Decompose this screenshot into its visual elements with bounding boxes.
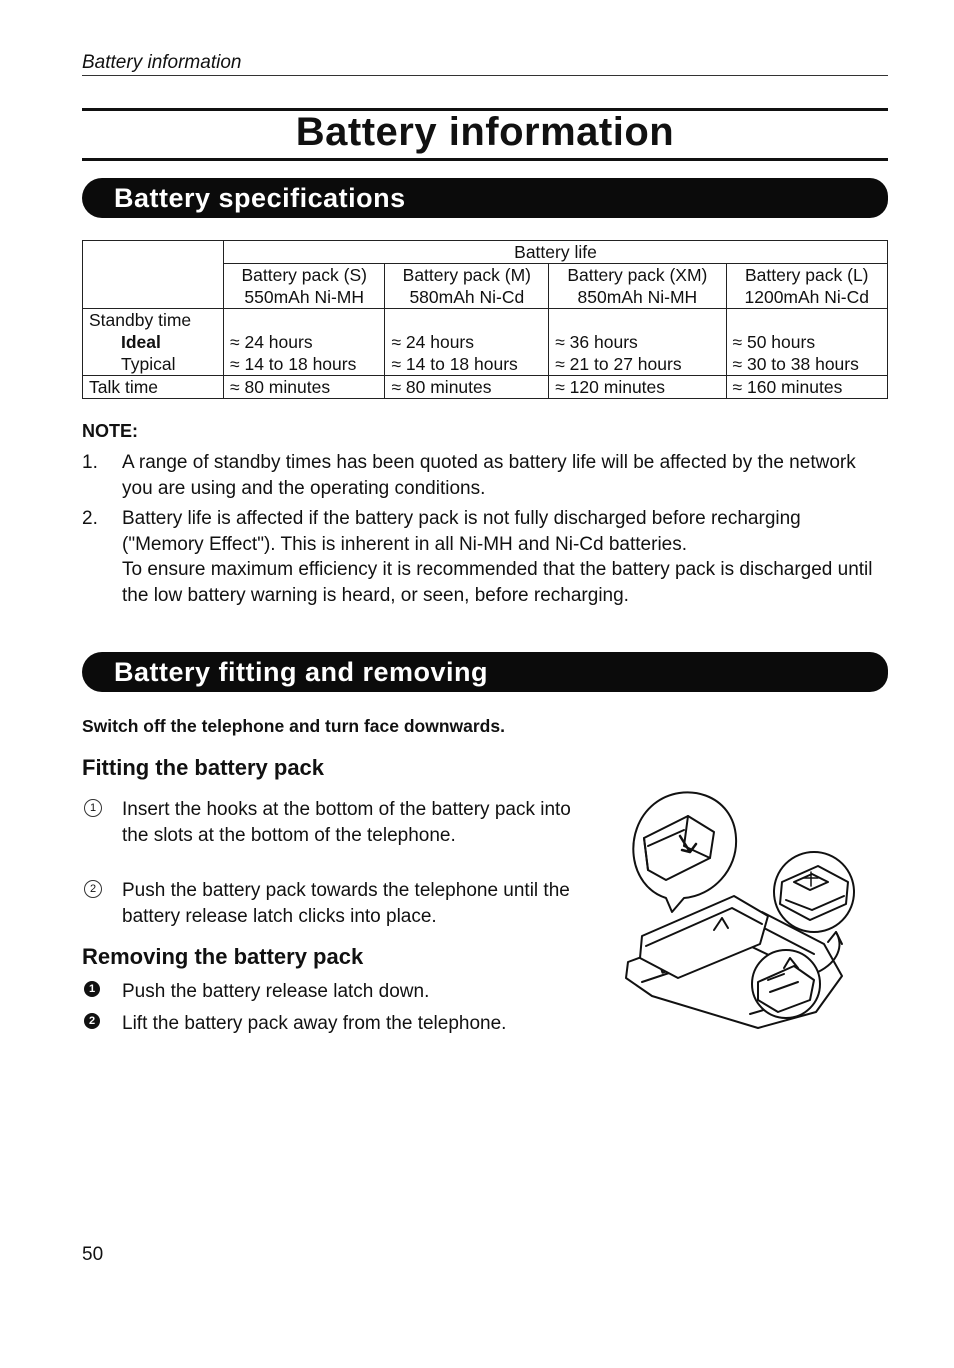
running-head-rule (82, 75, 888, 76)
list-item: 2 Push the battery pack towards the telephone until the battery release latch clicks into place. (82, 878, 582, 929)
column-header-s: Battery pack (S) 550mAh Ni-MH (224, 264, 385, 309)
title-rule-bottom (82, 158, 888, 161)
standby-cell-s: ≈ 24 hours ≈ 14 to 18 hours (224, 309, 385, 376)
circled-number-icon: 2 (84, 880, 102, 898)
talk-cell-xm: ≈ 120 minutes (549, 376, 726, 399)
battery-spec-table (82, 240, 888, 399)
standby-cell-l: ≈ 50 hours ≈ 30 to 38 hours (726, 309, 887, 376)
column-header-l: Battery pack (L) 1200mAh Ni-Cd (726, 264, 887, 309)
note-item: 1. A range of standby times has been quoted as battery life will be affected by the network you are using and the operating conditions. (82, 452, 856, 499)
list-item: 1 Push the battery release latch down. (82, 979, 582, 1005)
section-heading-specifications: Battery specifications (82, 178, 888, 218)
removing-heading: Removing the battery pack (82, 944, 364, 969)
page-title: Battery information (295, 110, 675, 154)
table-row (83, 376, 888, 399)
fitting-heading: Fitting the battery pack (82, 755, 325, 780)
instruction-text: Switch off the telephone and turn face downwards. (82, 716, 505, 736)
filled-number-icon: 2 (84, 1013, 100, 1029)
note-heading: NOTE: (82, 421, 138, 441)
standby-cell-m: ≈ 24 hours ≈ 14 to 18 hours (385, 309, 549, 376)
talk-cell-s: ≈ 80 minutes (224, 376, 385, 399)
battery-fitting-illustration-icon (618, 786, 864, 1042)
table-row (83, 241, 888, 264)
page-number: 50 (82, 1244, 104, 1265)
list-item: 1 Insert the hooks at the bottom of the battery pack into the slots at the bottom of the telephone. (82, 797, 582, 848)
talk-cell-l: ≈ 160 minutes (726, 376, 887, 399)
running-head: Battery information (82, 52, 242, 73)
table-row (83, 309, 888, 376)
row-label-standby: Standby time Ideal Typical (83, 309, 224, 376)
table-corner-cell (83, 241, 224, 309)
note-item: 2. Battery life is affected if the battery pack is not fully discharged before recharging ("Memory Effect"). This is inherent in all Ni-MH and Ni-Cd batteries. To ensure maximum efficiency it is recommended that the battery pack is discharged until the low battery warning is heard, or seen, before recharging. (82, 508, 873, 606)
column-header-m: Battery pack (M) 580mAh Ni-Cd (385, 264, 549, 309)
row-label-talk: Talk time (83, 376, 224, 399)
list-item: 2 Lift the battery pack away from the telephone. (82, 1011, 582, 1037)
column-header-xm: Battery pack (XM) 850mAh Ni-MH (549, 264, 726, 309)
section-heading-fitting: Battery fitting and removing (82, 652, 888, 692)
standby-cell-xm: ≈ 36 hours ≈ 21 to 27 hours (549, 309, 726, 376)
talk-cell-m: ≈ 80 minutes (385, 376, 549, 399)
battery-life-header: Battery life (224, 241, 888, 264)
filled-number-icon: 1 (84, 981, 100, 997)
circled-number-icon: 1 (84, 799, 102, 817)
